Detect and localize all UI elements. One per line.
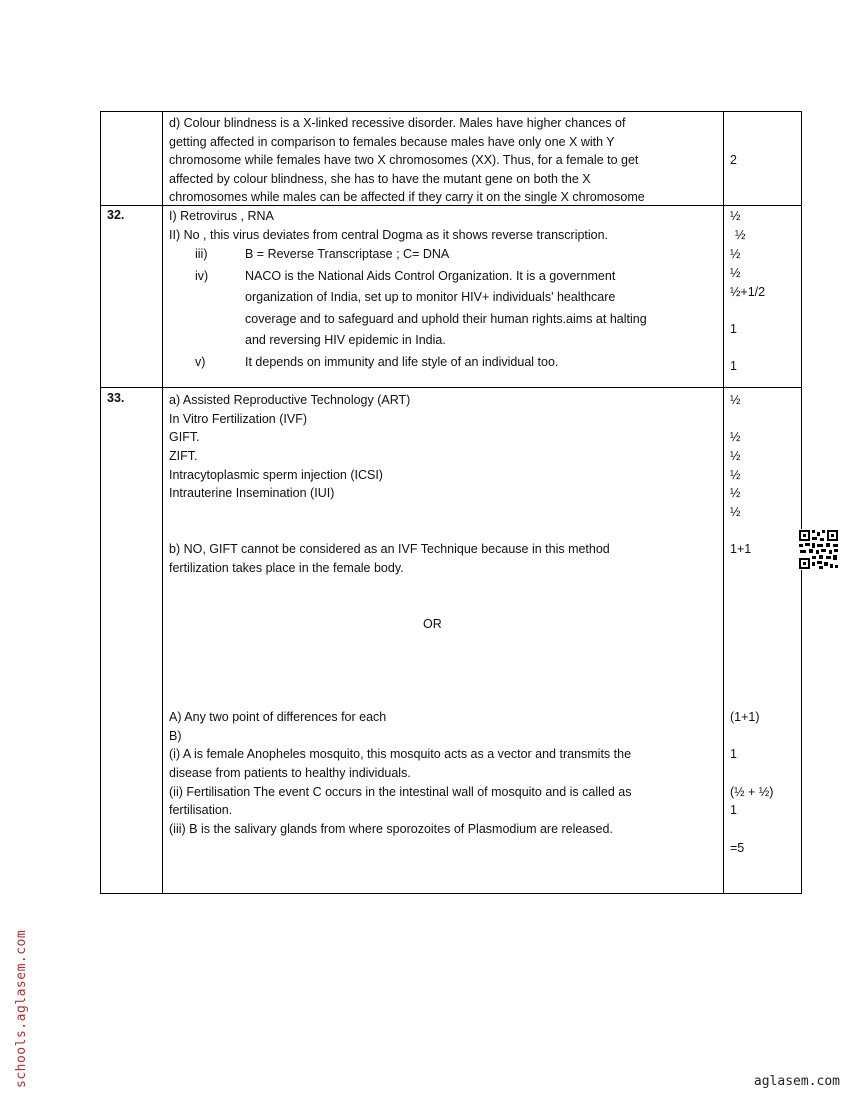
- sub-number: iv): [195, 269, 209, 283]
- answer-line: ZIFT.: [169, 449, 198, 463]
- answer-cell: [163, 388, 724, 893]
- mark: 1+1: [730, 542, 752, 556]
- answer-line: a) Assisted Reproductive Technology (ART): [169, 393, 411, 407]
- sub-text: B = Reverse Transcriptase ; C= DNA: [245, 247, 450, 261]
- or-label: OR: [423, 617, 442, 631]
- marks-cell: [724, 206, 800, 387]
- mark: (1+1): [730, 710, 760, 724]
- mark: 1: [730, 359, 737, 373]
- answer-line: d) Colour blindness is a X-linked recessive disorder. Males have higher chances of: [169, 116, 626, 130]
- marks-cell: [724, 112, 800, 205]
- answer-line: affected by colour blindness, she has to have the mutant gene on both the X: [169, 171, 591, 186]
- mark: ½: [735, 228, 746, 242]
- table-row: [101, 205, 801, 387]
- mark: 1: [730, 747, 737, 761]
- qr-code-icon: [798, 529, 839, 570]
- answer-line: fertilization takes place in the female body.: [169, 561, 404, 575]
- answer-line: II) No , this virus deviates from central Dogma as it shows reverse transcription.: [169, 228, 609, 242]
- mark: 1: [730, 803, 737, 817]
- answer-line: In Vitro Fertilization (IVF): [169, 412, 308, 426]
- mark: (½ + ½): [730, 785, 774, 799]
- answer-line: b) NO, GIFT cannot be considered as an IVF Technique because in this method: [169, 542, 610, 556]
- marks-cell: [724, 388, 800, 893]
- mark: ½: [730, 468, 741, 482]
- watermark-right: aglasem.com: [753, 1074, 840, 1089]
- sub-number: iii): [195, 247, 208, 261]
- answer-line: (i) A is female Anopheles mosquito, this mosquito acts as a vector and transmits the: [169, 747, 632, 761]
- sub-text: It depends on immunity and life style of an individual too.: [245, 355, 559, 369]
- mark: 2: [730, 153, 737, 167]
- mark: ½: [730, 430, 741, 444]
- mark: =5: [730, 841, 745, 855]
- question-number: 32.: [101, 206, 163, 387]
- answer-line: Intracytoplasmic sperm injection (ICSI): [169, 468, 383, 482]
- answer-line: A) Any two point of differences for each: [169, 710, 387, 724]
- watermark-left: schools.aglasem.com: [14, 929, 29, 1088]
- answer-line: B): [169, 729, 182, 743]
- mark: ½: [730, 449, 741, 463]
- table-row: [101, 112, 801, 205]
- mark: ½+1/2: [730, 285, 766, 299]
- mark: ½: [730, 486, 741, 500]
- answer-line: getting affected in comparison to females because males have only one X with Y: [169, 134, 615, 149]
- answer-line: GIFT.: [169, 430, 200, 444]
- mark: 1: [730, 322, 737, 336]
- answer-cell: [163, 112, 724, 205]
- answer-cell: [163, 206, 724, 387]
- mark: ½: [730, 266, 741, 280]
- answer-line: chromosomes while males can be affected if they carry it on the single X chromosome: [169, 190, 645, 205]
- sub-text: coverage and to safeguard and uphold their human rights.aims at halting: [245, 312, 647, 326]
- mark: ½: [730, 505, 741, 519]
- sub-text: NACO is the National Aids Control Organization. It is a government: [245, 269, 616, 283]
- answer-line: (iii) B is the salivary glands from where sporozoites of Plasmodium are released.: [169, 822, 613, 836]
- answer-line: Intrauterine Insemination (IUI): [169, 486, 335, 500]
- sub-number: v): [195, 355, 206, 369]
- mark: ½: [730, 393, 741, 407]
- mark: ½: [730, 247, 741, 261]
- table-row: [101, 387, 801, 893]
- question-number: 33.: [101, 388, 163, 893]
- answer-table: [100, 111, 802, 894]
- answer-line: chromosome while females have two X chromosomes (XX). Thus, for a female to get: [169, 153, 639, 168]
- mark: ½: [730, 209, 741, 223]
- sub-text: organization of India, set up to monitor HIV+ individuals' healthcare: [245, 290, 616, 304]
- question-number: [101, 112, 163, 205]
- sub-text: and reversing HIV epidemic in India.: [245, 333, 446, 347]
- answer-line: disease from patients to healthy individuals.: [169, 766, 411, 780]
- answer-line: (ii) Fertilisation The event C occurs in the intestinal wall of mosquito and is called as: [169, 785, 632, 799]
- answer-line: I) Retrovirus , RNA: [169, 209, 274, 223]
- answer-line: fertilisation.: [169, 803, 233, 817]
